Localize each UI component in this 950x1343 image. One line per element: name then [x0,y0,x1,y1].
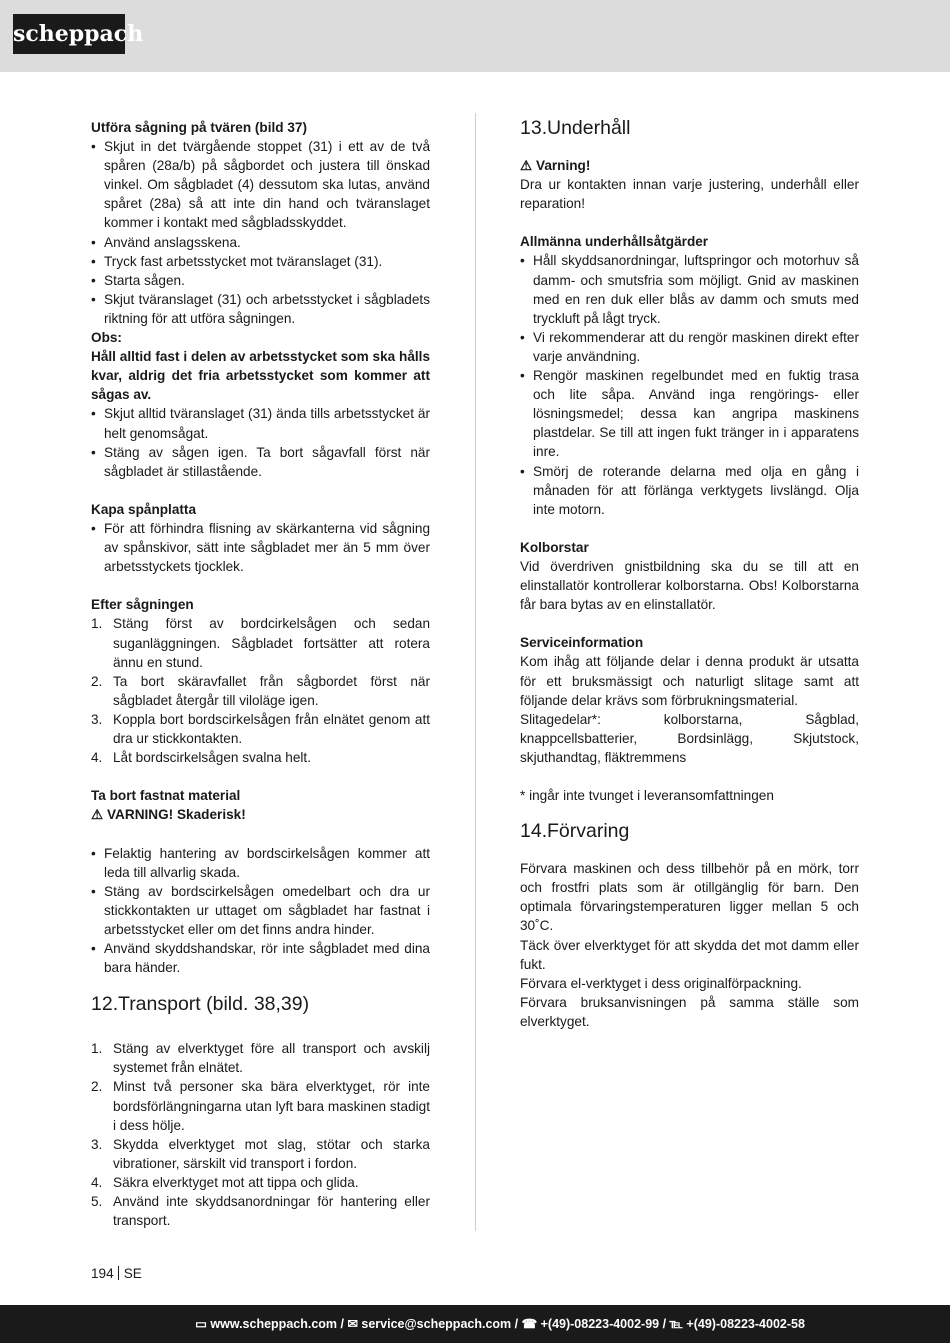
list-item: • Skjut tväranslaget (31) och arbetsstycket i sågbladets riktning för att utföra sågningen. [91,290,430,328]
footer-bar [0,1305,950,1343]
cross-bullets [91,137,430,328]
list-item: • Använd anslagsskena. [91,233,430,252]
service-text: Kom ihåg att följande delar i denna produkt är utsatta för ett bruksmässigt och naturligt slitage samt att följande delar krävs som förbrukningsmaterial. [520,654,859,708]
list-item: • Starta sågen. [91,271,430,290]
list-item: 1. Stäng först av bordcirkelsågen och sedan suganläggningen. Sågbladet fortsätter att rotera ännu en stund. [91,616,430,670]
forvaring-para: Förvara maskinen och dess tillbehör på en mörk, torr och frostfri plats som är otillgänglig för barn. Den optimala förvaringstemperaturen ligger mellan 5 och 30˚C. [520,861,859,934]
list-item: • Stäng av bordscirkelsågen omedelbart och dra ur stickkontakten ur uttaget om sågbladet har fastnat i arbetsstycket eller om det finns andra hinder. [91,882,430,939]
list-item: • Använd skyddshandskar, rör inte sågbladet med dina bara händer. [91,939,430,977]
list-item: • Rengör maskinen regelbundet med en fuktig trasa och lite såpa. Använd inga rengörings- eller lösningsmedel; dessa kan angripa maskinens plastdelar. Se till att ingen fukt tränger in i apparatens inre. [520,366,859,461]
cross-bullets-2 [91,404,430,480]
kapa-bullets [91,519,430,576]
section-heading-kapa: Kapa spånplatta [91,501,196,517]
efter-list [91,614,430,767]
section-title-transport: 12.Transport (bild. 38,39) [91,993,310,1016]
section-title-underhall: 13.Underhåll [520,117,631,139]
list-item: • Håll skyddsanordningar, luftspringor och motorhuv så damm- och smutsfria som möjligt. Gnid av maskinen med en ren duk eller blås av damm och smuts med tryckluft på lågt tryck. [520,251,859,327]
footer-contact: www.scheppach.com / ✉ service@scheppach.com / ☎ +(49)-08223-4002-99 / ℡ +(49)-08223-4002-58 [210,1317,805,1331]
transport-list [91,1039,430,1230]
service-footnote: * ingår inte tvunget i leveransomfattningen [520,788,774,804]
list-item: 2. Ta bort skäravfallet från sågbordet först när sågbladet återgår till viloläge igen. [91,673,430,708]
list-item: • För att förhindra flisning av skärkanterna vid sågning av spånskivor, sätt inte sågbladet mer än 5 mm över arbetsstyckets tjocklek. [91,519,430,576]
list-item: 2. Minst två personer ska bära elverktyget, rör inte bordsförlängningarna utan lyft bara maskinen stadigt i dess hölje. [91,1079,430,1133]
section-title-forvaring: 14.Förvaring [520,820,630,843]
warning-triangle-icon: ⚠ [520,158,533,173]
list-item: 5. Använd inte skyddsanordningar för hantering eller transport. [91,1193,430,1229]
warning-text: Dra ur kontakten innan varje justering, underhåll eller reparation! [520,177,859,212]
list-item: 4. Låt bordscirkelsågen svalna helt. [91,750,311,766]
list-item: • Skjut in det tvärgående stoppet (31) i ett av de två spåren (28a/b) på sågbordet och justera till önskad vinkel. Om sågbladet (4) dessutom ska lutas, använd spåret (28a) så att inte din hand och tväranslaget kommer i kontakt med sågbladsskyddet. [91,137,430,232]
allmanna-bullets [520,251,859,518]
list-item: • Tryck fast arbetsstycket mot tväranslaget (31). [91,252,430,271]
list-item: • Smörj de roterande delarna med olja en gång i månaden för att förlänga verktygets livslängd. Olja inte motorn. [520,462,859,519]
obs-label: Obs: [91,330,122,346]
section-heading-efter: Efter sågningen [91,597,194,613]
list-item: • Skjut alltid tväranslaget (31) ända tills arbetsstycket är helt genomsågat. [91,404,430,442]
page-number: 194 SE [91,1266,142,1281]
header-bar [0,0,950,72]
list-item: 3. Koppla bort bordscirkelsågen från elnätet genom att dra ur stickkontakten. [91,711,430,746]
fastnat-bullets [91,844,430,978]
right-column [520,116,859,1031]
left-column [91,118,430,1230]
section-heading-fastnat: Ta bort fastnat material [91,788,241,804]
service-parts: Slitagedelar*: kolborstarna, Sågblad, knappcellsbatterier, Bordsinlägg, Skjutstock, skjuthandtag, fläktremmens [520,711,859,765]
section-heading-allmanna: Allmänna underhållsåtgärder [520,234,709,250]
list-item: 1. Stäng av elverktyget före all transport och avskilj systemet från elnätet. [91,1041,430,1076]
list-item: • Felaktig hantering av bordscirkelsågen kommer att leda till allvarlig skada. [91,844,430,882]
brand-logo: scheppach [13,14,125,54]
warning-triangle-icon: ⚠ [91,807,104,823]
forvaring-para: Förvara bruksanvisningen på samma ställe som elverktyget. [520,994,859,1029]
list-item: 3. Skydda elverktyget mot slag, stötar och starka vibrationer, särskilt vid transport i fordon. [91,1136,430,1171]
list-item: • Vi rekommenderar att du rengör maskinen direkt efter varje användning. [520,328,859,366]
section-heading-service: Serviceinformation [520,635,644,651]
list-item: • Stäng av sågen igen. Ta bort sågavfall först när sågbladet är stillastående. [91,443,430,481]
obs-text: Håll alltid fast i delen av arbetsstycket som ska hålls kvar, aldrig det fria arbetsstycket som kommer att sågas av. [91,349,430,403]
computer-icon: ▭ [195,1317,207,1331]
forvaring-para: Täck över elverktyget för att skydda det mot damm eller fukt. [520,937,859,972]
warning-line: ⚠ Varning! [520,156,859,175]
forvaring-para: Förvara el-verktyget i dess originalförpackning. [520,975,802,991]
section-heading-kolborstar: Kolborstar [520,539,589,555]
section-heading-cross: Utföra sågning på tvären (bild 37) [91,120,308,135]
warning-line: ⚠ VARNING! Skaderisk! [91,805,430,824]
kolborstar-text: Vid överdriven gnistbildning ska du se till att en elinstallatör kontrollerar kolborstarna. Obs! Kolborstarna får bara bytas av en elinstallatör. [520,558,859,613]
column-divider [475,113,476,1231]
list-item: 4. Säkra elverktyget mot att tippa och glida. [91,1174,359,1190]
